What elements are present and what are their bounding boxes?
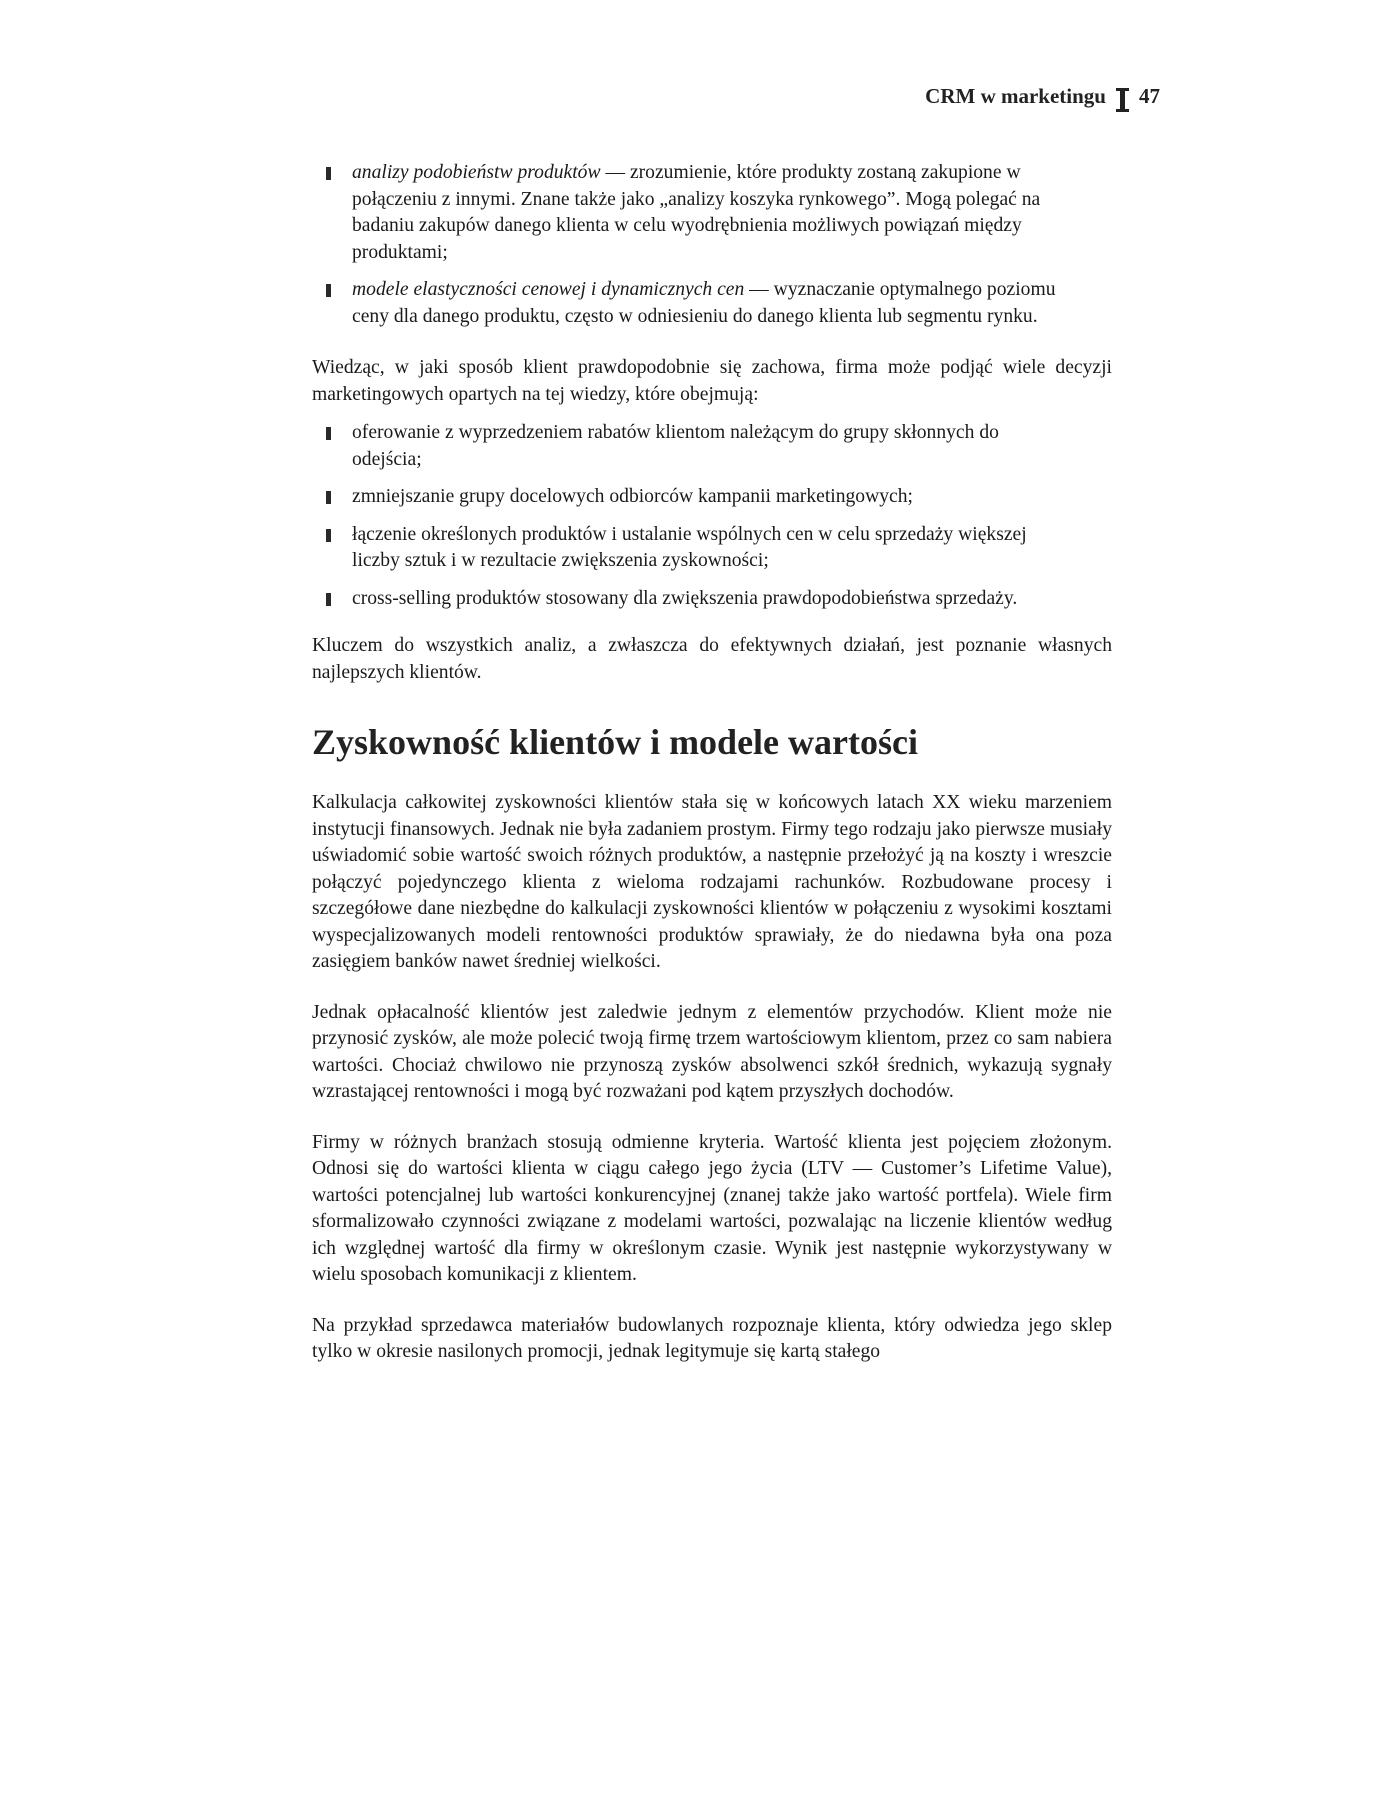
section-heading: Zyskowność klientów i modele wartości bbox=[312, 722, 918, 762]
bullet-icon bbox=[326, 491, 331, 504]
bullet-icon bbox=[326, 284, 331, 297]
list-item bbox=[312, 277, 1072, 330]
running-header bbox=[925, 84, 1160, 109]
page-number: 47 bbox=[1139, 84, 1160, 108]
list-item-text: zmniejszanie grupy docelowych odbiorców kampanii marketingowych; bbox=[352, 486, 913, 507]
paragraph: Wiedząc, w jaki sposób klient prawdopodobnie się zachowa, firma może podjąć wiele decyzji marketingowych opartych na tej wiedzy, które obejmują: bbox=[312, 357, 1112, 405]
page-content bbox=[312, 160, 1112, 1366]
list-item-term: modele elastyczności cenowej i dynamicznych cen bbox=[352, 279, 745, 300]
paragraph: Kluczem do wszystkich analiz, a zwłaszcza do efektywnych działań, jest poznanie własnych najlepszych klientów. bbox=[312, 635, 1112, 683]
list-item bbox=[312, 586, 1072, 613]
bullet-icon bbox=[326, 167, 331, 180]
list-item bbox=[312, 420, 1072, 473]
list-item-text: — wyznaczanie optymalnego poziomu ceny dla danego produktu, często w odniesieniu do danego klienta lub segmentu rynku. bbox=[352, 279, 1056, 327]
list-item-text: — zrozumienie, które produkty zostaną zakupione w połączeniu z innymi. Znane także jako „analizy koszyka rynkowego”. Mogą polegać na badaniu zakupów danego klienta w celu wyodrębnienia możliwych powiązań między produktami; bbox=[352, 162, 1041, 263]
list-item-text: cross-selling produktów stosowany dla zwiększenia prawdopodobieństwa sprzedaży. bbox=[352, 587, 1018, 609]
list-item bbox=[312, 160, 1072, 266]
list-item-text: łączenie określonych produktów i ustalanie wspólnych cen w celu sprzedaży większej liczby sztuk i w rezultacie zwiększenia zyskowności; bbox=[352, 523, 1027, 571]
paragraph: Na przykład sprzedawca materiałów budowlanych rozpoznaje klienta, który odwiedza jego sklep tylko w okresie nasilonych promocji, jednak legitymuje się kartą stałego bbox=[312, 1314, 1112, 1362]
paragraph: Firmy w różnych branżach stosują odmienne kryteria. Wartość klienta jest pojęciem złożonym. Odnosi się do wartości klienta w ciągu całego jego życia (LTV — Customer’s Lifetime Value), wartości potencjalnej lub wartości konkurencyjnej (znanej także jako wartość portfela). Wiele firm sformalizowało czynności związane z modelami wartości, pozwalając na liczenie klientów według ich względnej wartość dla firmy w określonym czasie. Wynik jest następnie wykorzystywany w wielu sposobach komunikacji z klientem. bbox=[312, 1131, 1112, 1285]
running-header-title: CRM w marketingu bbox=[925, 84, 1106, 108]
list-item-text: oferowanie z wyprzedzeniem rabatów klientom należącym do grupy skłonnych do odejścia; bbox=[352, 422, 999, 470]
list-item bbox=[312, 522, 1072, 575]
bullet-list-decisions bbox=[312, 420, 1112, 612]
bullet-icon bbox=[326, 427, 331, 440]
list-item bbox=[312, 484, 1072, 511]
header-separator-icon bbox=[1120, 88, 1125, 112]
paragraph: Jednak opłacalność klientów jest zaledwie jednym z elementów przychodów. Klient może nie przynosić zysków, ale może polecić twoją firmę trzem wartościowym klientom, przez co sam nabiera wartości. Chociaż chwilowo nie przynoszą zysków absolwenci szkół średnich, wykazują sygnały wzrastającej rentowności i mogą być rozważani pod kątem przyszłych dochodów. bbox=[312, 1001, 1112, 1102]
list-item-term: analizy podobieństw produktów bbox=[352, 162, 601, 183]
paragraph: Kalkulacja całkowitej zyskowności klientów stała się w końcowych latach XX wieku marzeniem instytucji finansowych. Jednak nie była zadaniem prostym. Firmy tego rodzaju jako pierwsze musiały uświadomić sobie wartość swoich różnych produktów, a następnie przełożyć ją na koszty i wreszcie połączyć pojedynczego klienta z wieloma rodzajami rachunków. Rozbudowane procesy i szczegółowe dane niezbędne do kalkulacji zyskowności klientów w połączeniu z wysokimi kosztami wyspecjalizowanych modeli rentowności produktów sprawiały, że do niedawna była ona poza zasięgiem banków nawet średniej wielkości. bbox=[312, 792, 1112, 972]
bullet-icon bbox=[326, 593, 331, 606]
bullet-list-analyses bbox=[312, 160, 1112, 330]
bullet-icon bbox=[326, 529, 331, 542]
